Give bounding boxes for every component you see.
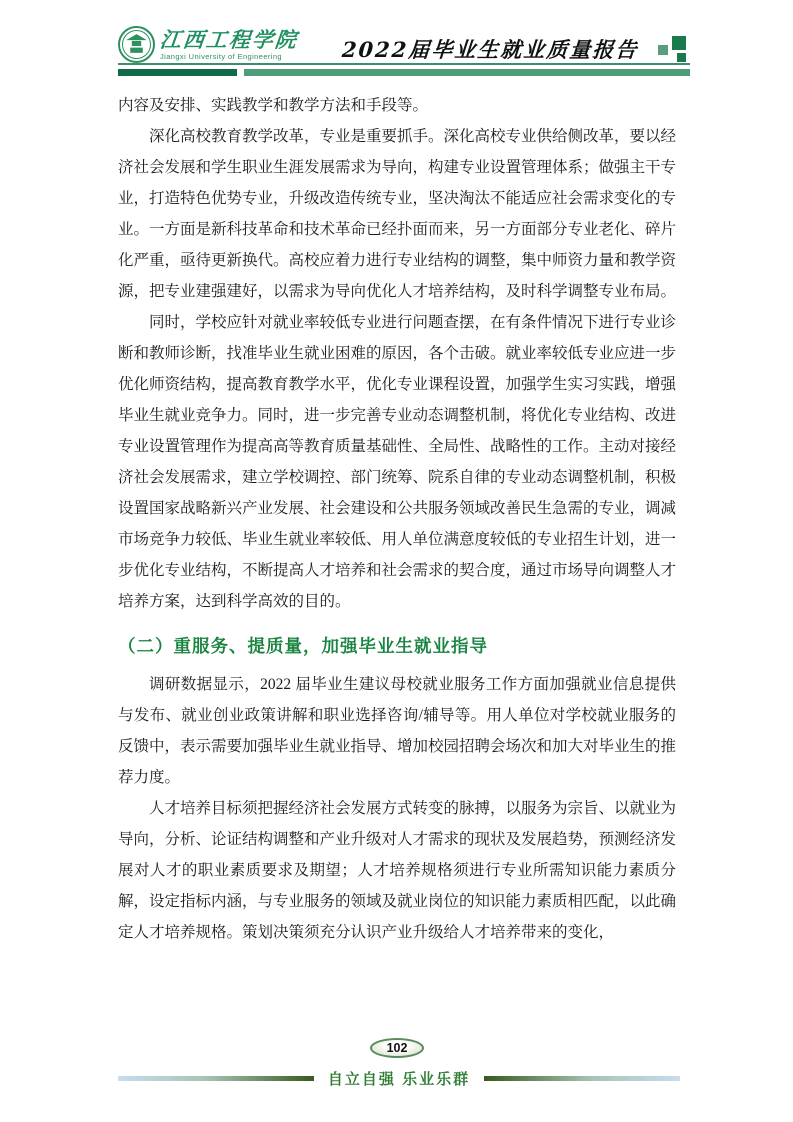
footer-motto-row <box>118 1068 680 1089</box>
header-squares-decoration <box>646 26 690 62</box>
header-rule-dark <box>118 69 237 76</box>
page-number: 102 <box>386 1041 408 1055</box>
paragraph: 深化高校教育教学改革，专业是重要抓手。深化高校专业供给侧改革，要以经济社会发展和学生职业生涯发展需求为导向，构建专业设置管理体系；做强主干专业，打造特色优势专业，升级改造传统专业，坚决淘汰不能适应社会需求变化的专业。一方面是新科技革命和技术革命已经扑面而来，另一方面部分专业老化、碎片化严重，亟待更新换代。高校应着力进行专业结构的调整，集中师资力量和教学资源，把专业建强建好，以需求为导向优化人才培养结构，及时科学调整专业布局。 <box>118 128 677 300</box>
paragraph: 同时，学校应针对就业率较低专业进行问题查摆，在有条件情况下进行专业诊断和教师诊断，找准毕业生就业困难的原因，各个击破。就业率较低专业应进一步优化师资结构，提高教育教学水平，优化专业课程设置，加强学生实习实践，增强毕业生就业竞争力。同时，进一步完善专业动态调整机制，将优化专业结构、改进专业设置管理作为提高高等教育质量基础性、全局性、战略性的工作。主动对接经济社会发展需求，建立学校调控、部门统筹、院系自律的专业动态调整机制，积极设置国家战略新兴产业发展、社会建设和公共服务领域改善民生急需的专业，调减市场竞争力较低、毕业生就业率较低、用人单位满意度较低的专业招生计划，进一步优化专业结构，不断提高人才培养和社会需求的契合度，通过市场导向调整人才培养方案，达到科学高效的目的。 <box>118 314 677 610</box>
header-rule-thin <box>118 63 690 65</box>
section-heading: （二）重服务、提质量，加强毕业生就业指导 <box>118 636 488 656</box>
square-icon <box>658 45 668 55</box>
square-icon <box>677 53 686 62</box>
square-icon <box>672 36 686 50</box>
footer-rule-right <box>484 1076 680 1081</box>
page-number-badge <box>370 1038 424 1058</box>
paragraph: 调研数据显示，2022 届毕业生建议母校就业服务工作方面加强就业信息提供与发布、就业创业政策讲解和职业选择咨询/辅导等。用人单位对学校就业服务的反馈中，表示需要加强毕业生就业指导、增加校园招聘会场次和加大对毕业生的推荐力度。 <box>118 676 677 786</box>
footer-rule-left <box>118 1076 314 1081</box>
university-logo <box>118 26 298 63</box>
university-seal-icon <box>118 26 155 63</box>
paragraph: 人才培养目标须把握经济社会发展方式转变的脉搏，以服务为宗旨、以就业为导向，分析、论证结构调整和产业升级对人才需求的现状及发展趋势，预测经济发展对人才的职业素质要求及期望；人才培养规格须进行专业所需知识能力素质分解，设定指标内涵，与专业服务的领域及就业岗位的知识能力素质相匹配，以此确定人才培养规格。策划决策须充分认识产业升级给人才培养带来的变化， <box>118 800 677 941</box>
university-name: 江西工程学院 <box>158 26 300 52</box>
document-body <box>118 90 676 948</box>
paragraph: 内容及安排、实践教学和教学方法和手段等。 <box>118 97 429 114</box>
footer-motto: 自立自强 乐业乐群 <box>327 1071 471 1088</box>
university-name-en: Jiangxi University of Engineering <box>160 51 283 61</box>
header-rule-sage <box>244 69 690 76</box>
page-header <box>118 26 690 66</box>
report-title: 2022届毕业生就业质量报告 <box>340 37 639 62</box>
